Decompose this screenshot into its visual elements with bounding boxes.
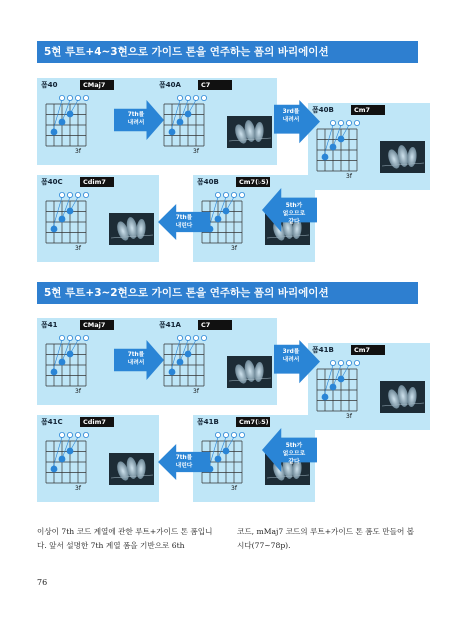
- chord-name: CMaj7: [80, 80, 114, 90]
- body-paragraph-left: 이상이 7th 코드 계열에 관한 루트+가이드 톤 폼입니다. 앞서 설명한 7th 계열 폼을 기반으로 6th: [37, 526, 213, 550]
- arrow-caption: 7th를 내려서: [127, 112, 145, 126]
- section-title: 5현 루트+4~3현으로 가이드 톤을 연주하는 폼의 바리에이션: [37, 41, 418, 63]
- fretboard-diagram: [311, 117, 377, 175]
- form-label: 폼41: [41, 321, 58, 329]
- fret-position-label: 3f: [75, 485, 81, 492]
- form-label: 폼41C: [41, 418, 63, 426]
- fretboard-diagram: [40, 189, 106, 247]
- chord-form-card: [308, 103, 430, 190]
- arrow-caption: 3rd를 내려서: [282, 109, 300, 123]
- fret-position-label: 3f: [75, 148, 81, 155]
- form-label: 폼41A: [159, 321, 181, 329]
- chord-name: Cm7: [351, 105, 385, 115]
- section-title: 5현 루트+3~2현으로 가이드 톤을 연주하는 폼의 바리에이션: [37, 282, 418, 304]
- form-label: 폼40B: [312, 106, 334, 114]
- form-label: 폼40C: [41, 178, 63, 186]
- arrow-caption: 7th를 내려서: [127, 352, 145, 366]
- hand-photo: [109, 213, 154, 245]
- form-label: 폼41B: [197, 418, 219, 426]
- form-label: 폼40: [41, 81, 58, 89]
- form-label: 폼40B: [197, 178, 219, 186]
- arrow-caption: 5th가 없으므로 같다: [282, 443, 306, 465]
- arrow-caption: 7th를 내린다: [175, 215, 193, 229]
- fretboard-diagram: [311, 357, 377, 415]
- fretboard-diagram: [158, 332, 224, 390]
- chord-name: Cm7: [351, 345, 385, 355]
- fret-position-label: 3f: [193, 148, 199, 155]
- fretboard-diagram: [40, 92, 106, 150]
- fret-position-label: 3f: [75, 388, 81, 395]
- chord-name: Cm7(♭5): [236, 177, 270, 187]
- page-number: 76: [37, 578, 48, 587]
- fret-position-label: 3f: [346, 413, 352, 420]
- chord-form-card: [37, 175, 159, 262]
- fret-position-label: 3f: [346, 173, 352, 180]
- form-label: 폼41B: [312, 346, 334, 354]
- chord-form-card: [37, 415, 159, 502]
- fret-position-label: 3f: [193, 388, 199, 395]
- hand-photo: [380, 381, 425, 413]
- hand-photo: [227, 356, 272, 388]
- chord-name: CMaj7: [80, 320, 114, 330]
- hand-photo: [109, 453, 154, 485]
- fretboard-diagram: [158, 92, 224, 150]
- hand-photo: [380, 141, 425, 173]
- arrow-caption: 7th를 내린다: [175, 455, 193, 469]
- chord-form-card: [308, 343, 430, 430]
- fretboard-diagram: [40, 429, 106, 487]
- chord-name: C7: [198, 320, 232, 330]
- fret-position-label: 3f: [75, 245, 81, 252]
- arrow-caption: 5th가 없으므로 같다: [282, 203, 306, 225]
- hand-photo: [227, 116, 272, 148]
- fret-position-label: 3f: [231, 245, 237, 252]
- fretboard-diagram: [40, 332, 106, 390]
- body-paragraph-right: 코드, mMaj7 코드의 루트+가이드 톤 폼도 만들어 봅시다(77~78p).: [237, 526, 415, 550]
- chord-name: Cdim7: [80, 417, 114, 427]
- chord-name: Cm7(♭5): [236, 417, 270, 427]
- chord-form-card: [155, 78, 277, 165]
- chord-name: Cdim7: [80, 177, 114, 187]
- form-label: 폼40A: [159, 81, 181, 89]
- fret-position-label: 3f: [231, 485, 237, 492]
- chord-form-card: [155, 318, 277, 405]
- arrow-caption: 3rd를 내려서: [282, 349, 300, 363]
- chord-name: C7: [198, 80, 232, 90]
